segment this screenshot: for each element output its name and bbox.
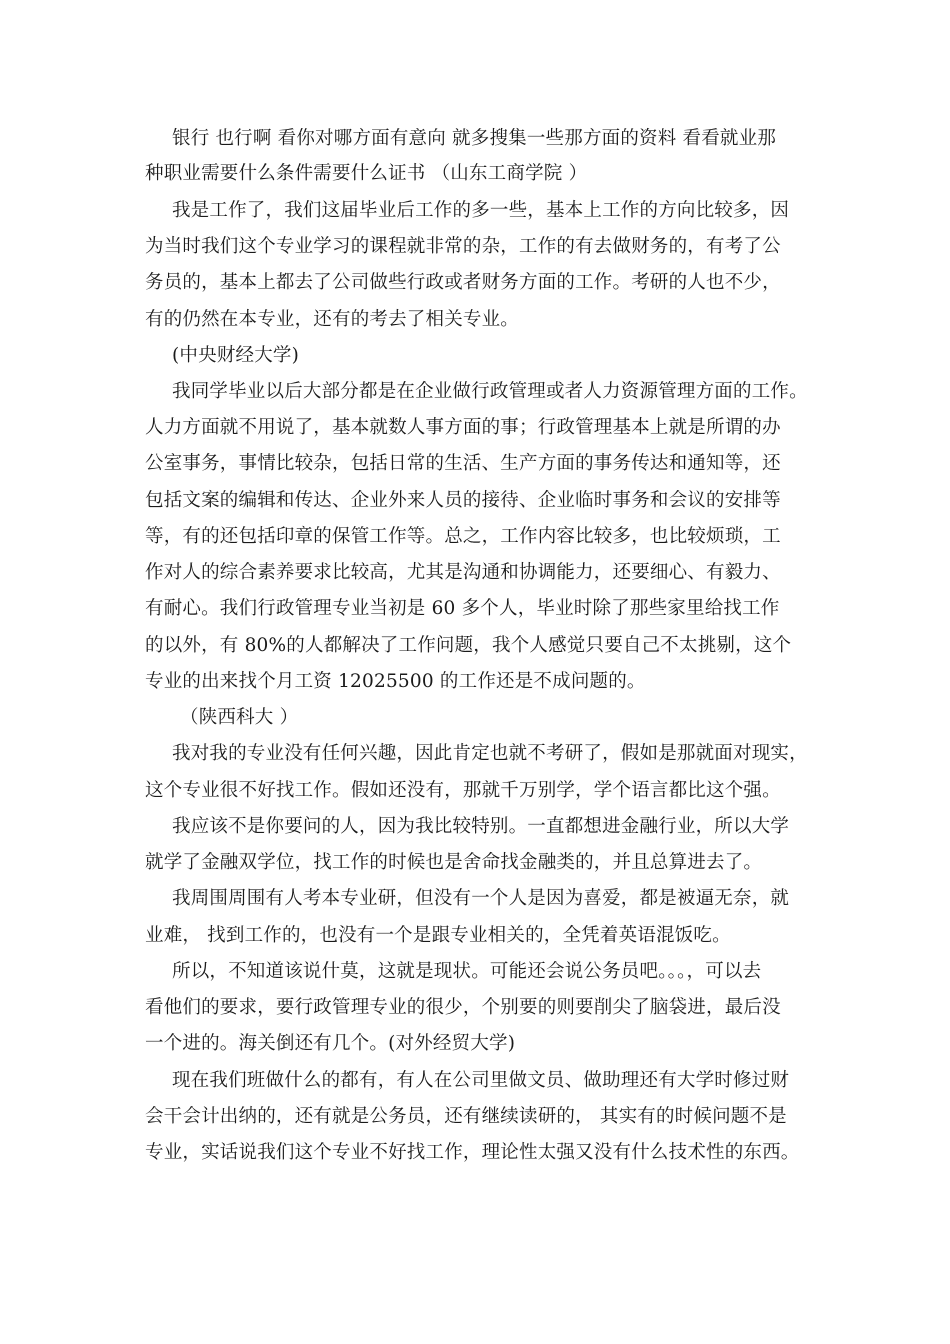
text-line-14: 有耐心。我们行政管理专业当初是 60 多个人，毕业时除了那些家里给找工作 bbox=[145, 598, 780, 619]
text-line-19: 这个专业很不好找工作。假如还没有，那就千万别学，学个语言都比这个强。 bbox=[145, 780, 781, 801]
text-line-11: 包括文案的编辑和传达、企业外来人员的接待、企业临时事务和会议的安排等 bbox=[145, 490, 781, 511]
text-line-8: 我同学毕业以后大部分都是在企业做行政管理或者人力资源管理方面的工作。 bbox=[172, 381, 808, 402]
text-line-13: 作对人的综合素养要求比较高，尤其是沟通和协调能力，还要细心、有毅力、 bbox=[145, 562, 781, 583]
text-line-18: 我对我的专业没有任何兴趣，因此肯定也就不考研了，假如是那就面对现实， bbox=[172, 743, 808, 764]
text-line-6: 有的仍然在本专业，还有的考去了相关专业。 bbox=[145, 309, 520, 330]
text-line-29: 专业，实话说我们这个专业不好找工作，理论性太强又没有什么技术性的东西。 bbox=[145, 1142, 800, 1163]
text-line-4: 为当时我们这个专业学习的课程就非常的杂，工作的有去做财务的，有考了公 bbox=[145, 236, 781, 257]
text-line-15: 的以外，有 80%的人都解决了工作问题，我个人感觉只要自己不太挑剔，这个 bbox=[145, 635, 792, 656]
text-line-10: 公室事务，事情比较杂，包括日常的生活、生产方面的事务传达和通知等，还 bbox=[145, 453, 781, 474]
text-line-21: 就学了金融双学位，找工作的时候也是舍命找金融类的，并且总算进去了。 bbox=[145, 852, 763, 873]
text-line-22: 我周围周围有人考本专业研，但没有一个人是因为喜爱，都是被逼无奈，就 bbox=[172, 888, 790, 909]
text-line-27: 现在我们班做什么的都有，有人在公司里做文员、做助理还有大学时修过财 bbox=[172, 1070, 790, 1091]
text-line-7: (中央财经大学) bbox=[172, 345, 300, 366]
text-line-26: 一个进的。海关倒还有几个。(对外经贸大学) bbox=[145, 1033, 516, 1054]
text-line-23: 业难， 找到工作的，也没有一个是跟专业相关的，全凭着英语混饭吃。 bbox=[145, 925, 731, 946]
text-line-3: 我是工作了，我们这届毕业后工作的多一些，基本上工作的方向比较多，因 bbox=[172, 200, 790, 221]
text-line-25: 看他们的要求，要行政管理专业的很少，个别要的则要削尖了脑袋进，最后没 bbox=[145, 997, 781, 1018]
text-line-28: 会干会计出纳的，还有就是公务员，还有继续读研的， 其实有的时候问题不是 bbox=[145, 1106, 787, 1127]
text-line-1: 银行 也行啊 看你对哪方面有意向 就多搜集一些那方面的资料 看看就业那 bbox=[172, 128, 777, 149]
text-line-5: 务员的，基本上都去了公司做些行政或者财务方面的工作。考研的人也不少， bbox=[145, 272, 781, 293]
text-line-12: 等，有的还包括印章的保管工作等。总之，工作内容比较多，也比较烦琐，工 bbox=[145, 526, 781, 547]
text-line-17: （陕西科大 ） bbox=[180, 707, 299, 728]
text-line-16: 专业的出来找个月工资 12025500 的工作还是不成问题的。 bbox=[145, 671, 646, 692]
text-line-9: 人力方面就不用说了，基本就数人事方面的事；行政管理基本上就是所谓的办 bbox=[145, 417, 781, 438]
text-line-24: 所以，不知道该说什莫，这就是现状。可能还会说公务员吧。。。，可以去 bbox=[172, 961, 762, 982]
text-line-2: 种职业需要什么条件需要什么证书 （山东工商学院 ） bbox=[145, 163, 588, 184]
text-line-20: 我应该不是你要问的人，因为我比较特别。一直都想进金融行业，所以大学 bbox=[172, 816, 790, 837]
